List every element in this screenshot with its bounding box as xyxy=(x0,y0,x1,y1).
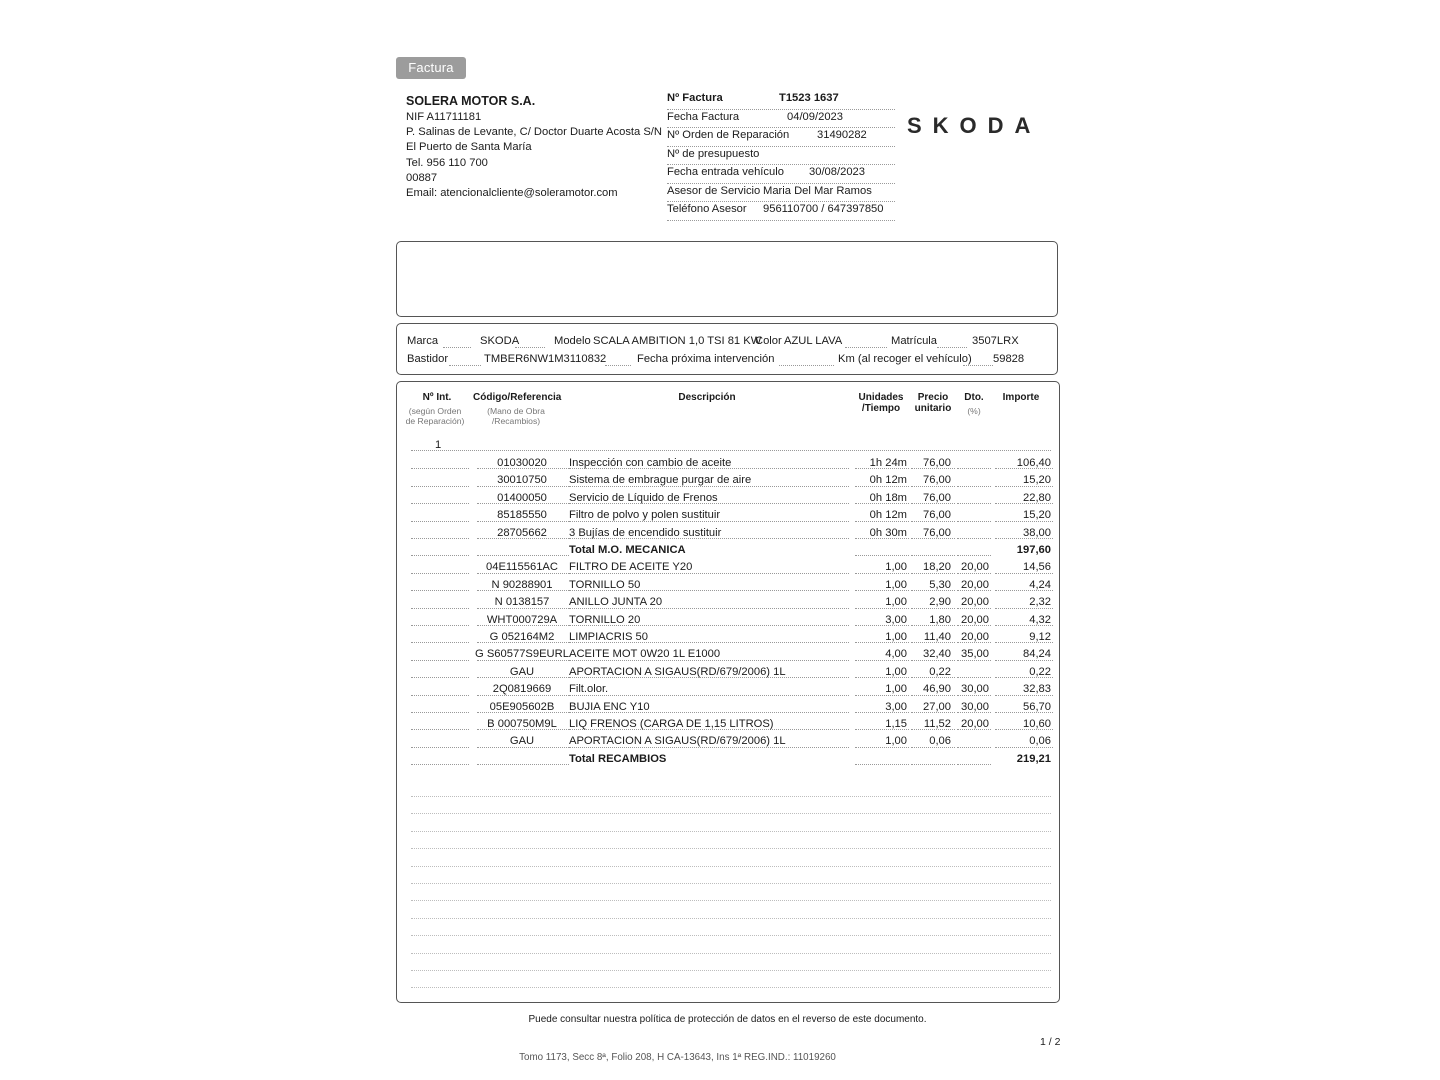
labor-total-label: Total M.O. MECANICA xyxy=(569,544,686,556)
parts-line-row xyxy=(397,680,1059,697)
advisor-phone: 956110700 / 647397850 xyxy=(763,203,884,215)
advisor-phone-label: Teléfono Asesor xyxy=(667,203,747,215)
line-price: 0,06 xyxy=(929,735,951,748)
service-advisor-row xyxy=(667,184,895,203)
line-units: 3,00 xyxy=(885,613,907,626)
line-units: 1,15 xyxy=(885,718,907,730)
line-dto: 20,00 xyxy=(961,613,989,626)
line-price: 1,80 xyxy=(929,613,951,626)
line-amount: 0,06 xyxy=(1029,735,1051,748)
line-amount: 4,32 xyxy=(1029,613,1051,626)
line-code: 05E905602B xyxy=(489,700,555,713)
vin-value: TMBER6NW1M3110832 xyxy=(484,353,607,365)
repair-order-label: Nº Orden de Reparación xyxy=(667,129,790,141)
labor-line-row xyxy=(397,489,1059,506)
empty-line xyxy=(411,831,1051,832)
line-code: 28705662 xyxy=(497,526,547,539)
line-units: 1h 24m xyxy=(869,457,907,469)
empty-line xyxy=(411,796,1051,797)
company-name: SOLERA MOTOR S.A. xyxy=(406,94,536,108)
col-subheader-discount: (%) xyxy=(967,406,981,416)
line-price: 76,00 xyxy=(923,474,951,487)
line-amount: 15,20 xyxy=(1023,509,1051,522)
parts-line-row xyxy=(397,593,1059,610)
model-label: Modelo xyxy=(554,335,591,347)
labor-line-row xyxy=(397,506,1059,523)
line-amount: 14,56 xyxy=(1023,561,1051,574)
skoda-logo: SKODA xyxy=(907,113,1042,138)
line-units: 0h 18m xyxy=(869,491,907,504)
company-address: P. Salinas de Levante, C/ Doctor Duarte Acosta S/N xyxy=(406,126,662,139)
brand-value: SKODA xyxy=(480,335,520,347)
registry-info: Tomo 1173, Secc 8ª, Folio 208, H CA-13643, Ins 1ª REG.IND.: 11019260 xyxy=(519,1052,836,1063)
parts-line-row xyxy=(397,576,1059,593)
line-dto: 20,00 xyxy=(961,718,989,730)
line-units: 1,00 xyxy=(885,683,907,696)
col-header-discount: Dto. xyxy=(964,392,984,403)
line-amount: 15,20 xyxy=(1023,474,1051,487)
document-type-badge: Factura xyxy=(396,57,466,79)
line-code: 85185550 xyxy=(497,509,547,522)
col-header-amount: Importe xyxy=(1002,392,1040,403)
parts-line-row xyxy=(397,558,1059,575)
line-amount: 38,00 xyxy=(1023,526,1051,539)
line-units: 1,00 xyxy=(885,631,907,643)
line-amount: 22,80 xyxy=(1023,491,1051,504)
repair-order-number: 31490282 xyxy=(817,129,867,141)
invoice-info xyxy=(667,91,895,221)
service-advisor-label: Asesor de Servicio xyxy=(667,184,761,197)
line-units: 1,00 xyxy=(885,561,907,574)
col-subheader-code: (Mano de Obra /Recambios) xyxy=(487,406,545,426)
plate-value: 3507LRX xyxy=(972,335,1019,347)
col-header-units: Unidades /Tiempo xyxy=(858,392,904,414)
line-amount: 84,24 xyxy=(1023,648,1051,661)
line-desc: TORNILLO 20 xyxy=(569,613,641,626)
parts-total xyxy=(397,750,1059,767)
empty-line xyxy=(411,970,1051,971)
line-code: 04E115561AC xyxy=(486,561,558,574)
parts-line-row xyxy=(397,732,1059,749)
budget-row xyxy=(667,147,895,166)
line-price: 18,20 xyxy=(923,561,951,574)
line-code: B 000750M9L xyxy=(487,718,557,730)
line-price: 76,00 xyxy=(923,526,951,539)
advisor-phone-row xyxy=(667,202,895,221)
line-desc: ACEITE MOT 0W20 1L E1000 xyxy=(569,648,721,661)
line-amount: 10,60 xyxy=(1023,718,1051,730)
empty-line xyxy=(411,866,1051,867)
vin-label: Bastidor xyxy=(407,353,449,365)
parts-total-label: Total RECAMBIOS xyxy=(569,752,667,765)
vehicle-entry-label: Fecha entrada vehículo xyxy=(667,166,784,178)
invoice-date-label: Fecha Factura xyxy=(667,110,740,123)
labor-line-row xyxy=(397,454,1059,471)
parts-line-row xyxy=(397,645,1059,662)
labor-line-row xyxy=(397,471,1059,488)
empty-line xyxy=(411,813,1051,814)
line-amount: 56,70 xyxy=(1023,700,1051,713)
line-code: N 0138157 xyxy=(494,596,550,609)
labor-total-value: 197,60 xyxy=(1016,544,1051,556)
line-desc: FILTRO DE ACEITE Y20 xyxy=(569,561,693,574)
col-header-price: Precio unitario xyxy=(914,392,952,414)
vehicle-entry-date: 30/08/2023 xyxy=(809,166,865,178)
customer-box xyxy=(396,241,1058,317)
line-amount: 0,22 xyxy=(1029,665,1051,678)
line-price: 76,00 xyxy=(923,457,951,469)
service-advisor-name: Maria Del Mar Ramos xyxy=(763,184,872,197)
line-desc: Filt.olor. xyxy=(569,683,609,696)
line-dto: 20,00 xyxy=(961,631,989,643)
col-header-description: Descripción xyxy=(678,392,736,403)
parts-total-value: 219,21 xyxy=(1016,752,1051,765)
line-price: 11,52 xyxy=(923,718,951,730)
line-desc: Servicio de Líquido de Frenos xyxy=(569,491,718,504)
line-desc: Inspección con cambio de aceite xyxy=(569,457,732,469)
invoice-number: T1523 1637 xyxy=(779,92,839,104)
empty-line xyxy=(411,935,1051,936)
line-units: 1,00 xyxy=(885,665,907,678)
parts-line-row xyxy=(397,698,1059,715)
line-price: 32,40 xyxy=(923,648,951,661)
group-number: 1 xyxy=(435,439,442,451)
next-service-label: Fecha próxima intervención xyxy=(637,353,775,365)
invoice-number-row xyxy=(667,91,895,110)
line-price: 0,22 xyxy=(929,665,951,678)
line-units: 4,00 xyxy=(885,648,907,661)
labor-line-row xyxy=(397,524,1059,541)
brand-label: Marca xyxy=(407,335,439,347)
line-desc: 3 Bujías de encendido sustituir xyxy=(569,526,722,539)
line-desc: Filtro de polvo y polen sustituir xyxy=(569,509,721,522)
line-units: 0h 12m xyxy=(869,509,907,522)
company-city: El Puerto de Santa María xyxy=(406,141,532,154)
line-price: 27,00 xyxy=(923,700,951,713)
vehicle-entry-row xyxy=(667,165,895,184)
col-header-code: Código/Referencia xyxy=(473,392,562,403)
company-code: 00887 xyxy=(406,171,438,184)
line-dto: 30,00 xyxy=(961,683,989,696)
line-amount: 106,40 xyxy=(1016,457,1051,469)
invoice-lines-table xyxy=(396,381,1060,1003)
line-desc: LIQ FRENOS (CARGA DE 1,15 LITROS) xyxy=(569,718,774,730)
page-number: 1 / 2 xyxy=(1040,1036,1061,1048)
company-phone: Tel. 956 110 700 xyxy=(406,156,488,169)
line-dto: 20,00 xyxy=(961,561,989,574)
line-code: WHT000729A xyxy=(486,613,558,626)
color-label: Color xyxy=(755,335,782,347)
line-desc: TORNILLO 50 xyxy=(569,578,641,591)
line-price: 76,00 xyxy=(923,491,951,504)
mileage-value: 59828 xyxy=(993,353,1025,365)
line-dto: 20,00 xyxy=(961,578,989,591)
line-units: 1,00 xyxy=(885,578,907,591)
line-dto: 20,00 xyxy=(961,596,989,609)
empty-line xyxy=(411,987,1051,988)
plate-label: Matrícula xyxy=(891,335,938,347)
company-info xyxy=(406,93,662,201)
line-price: 11,40 xyxy=(923,631,951,643)
line-code: GAU xyxy=(509,735,535,748)
line-code: 2Q0819669 xyxy=(492,683,552,696)
empty-line xyxy=(411,953,1051,954)
invoice-number-label: Nº Factura xyxy=(667,92,723,104)
line-dto: 30,00 xyxy=(961,700,989,713)
vehicle-box xyxy=(396,323,1058,375)
line-desc: Sistema de embrague purgar de aire xyxy=(569,474,752,487)
invoice-date-row xyxy=(667,110,895,129)
line-code: 01400050 xyxy=(497,491,547,504)
line-amount: 2,32 xyxy=(1029,596,1051,609)
line-desc: LIMPIACRIS 50 xyxy=(569,631,648,643)
line-code: G 052164M2 xyxy=(489,631,555,643)
invoice-date: 04/09/2023 xyxy=(787,110,843,123)
line-desc: APORTACION A SIGAUS(RD/679/2006) 1L xyxy=(569,665,786,678)
line-units: 3,00 xyxy=(885,700,907,713)
line-dto: 35,00 xyxy=(961,648,989,661)
line-desc: BUJIA ENC Y10 xyxy=(569,700,650,713)
line-price: 76,00 xyxy=(923,509,951,522)
col-subheader-nint: (según Orden de Reparación) xyxy=(405,406,465,426)
empty-line xyxy=(411,900,1051,901)
company-nif: NIF A11711181 xyxy=(406,111,482,123)
line-amount: 4,24 xyxy=(1029,578,1051,591)
parts-line-row xyxy=(397,715,1059,732)
line-units: 0h 30m xyxy=(869,526,907,539)
color-value: AZUL LAVA xyxy=(784,335,843,347)
company-email: Email: atencionalcliente@soleramotor.com xyxy=(406,187,618,200)
col-header-nint: Nº Int. xyxy=(422,392,452,403)
empty-line xyxy=(411,848,1051,849)
model-value: SCALA AMBITION 1,0 TSI 81 KW xyxy=(593,335,762,347)
line-price: 46,90 xyxy=(923,683,951,696)
line-units: 0h 12m xyxy=(869,474,907,487)
line-price: 2,90 xyxy=(929,596,951,609)
line-code: 01030020 xyxy=(497,457,547,469)
line-code: 30010750 xyxy=(497,474,547,487)
mileage-label: Km (al recoger el vehículo) xyxy=(838,353,972,365)
parts-line-row xyxy=(397,663,1059,680)
line-price: 5,30 xyxy=(929,578,951,591)
line-desc: APORTACION A SIGAUS(RD/679/2006) 1L xyxy=(569,735,786,748)
line-units: 1,00 xyxy=(885,735,907,748)
line-desc: ANILLO JUNTA 20 xyxy=(569,596,663,609)
budget-label: Nº de presupuesto xyxy=(667,147,760,160)
line-units: 1,00 xyxy=(885,596,907,609)
line-code: G S60577S9EURL xyxy=(475,648,569,661)
empty-line xyxy=(411,883,1051,884)
parts-line-row xyxy=(397,611,1059,628)
line-code: N 90288901 xyxy=(491,578,553,591)
line-amount: 32,83 xyxy=(1023,683,1051,696)
empty-line xyxy=(411,918,1051,919)
privacy-notice: Puede consultar nuestra política de protección de datos en el reverso de este documento. xyxy=(528,1014,927,1025)
labor-total xyxy=(397,541,1059,558)
line-amount: 9,12 xyxy=(1029,631,1051,643)
repair-order-row xyxy=(667,128,895,147)
parts-line-row xyxy=(397,628,1059,645)
group-row xyxy=(397,436,1059,453)
line-code: GAU xyxy=(509,665,535,678)
